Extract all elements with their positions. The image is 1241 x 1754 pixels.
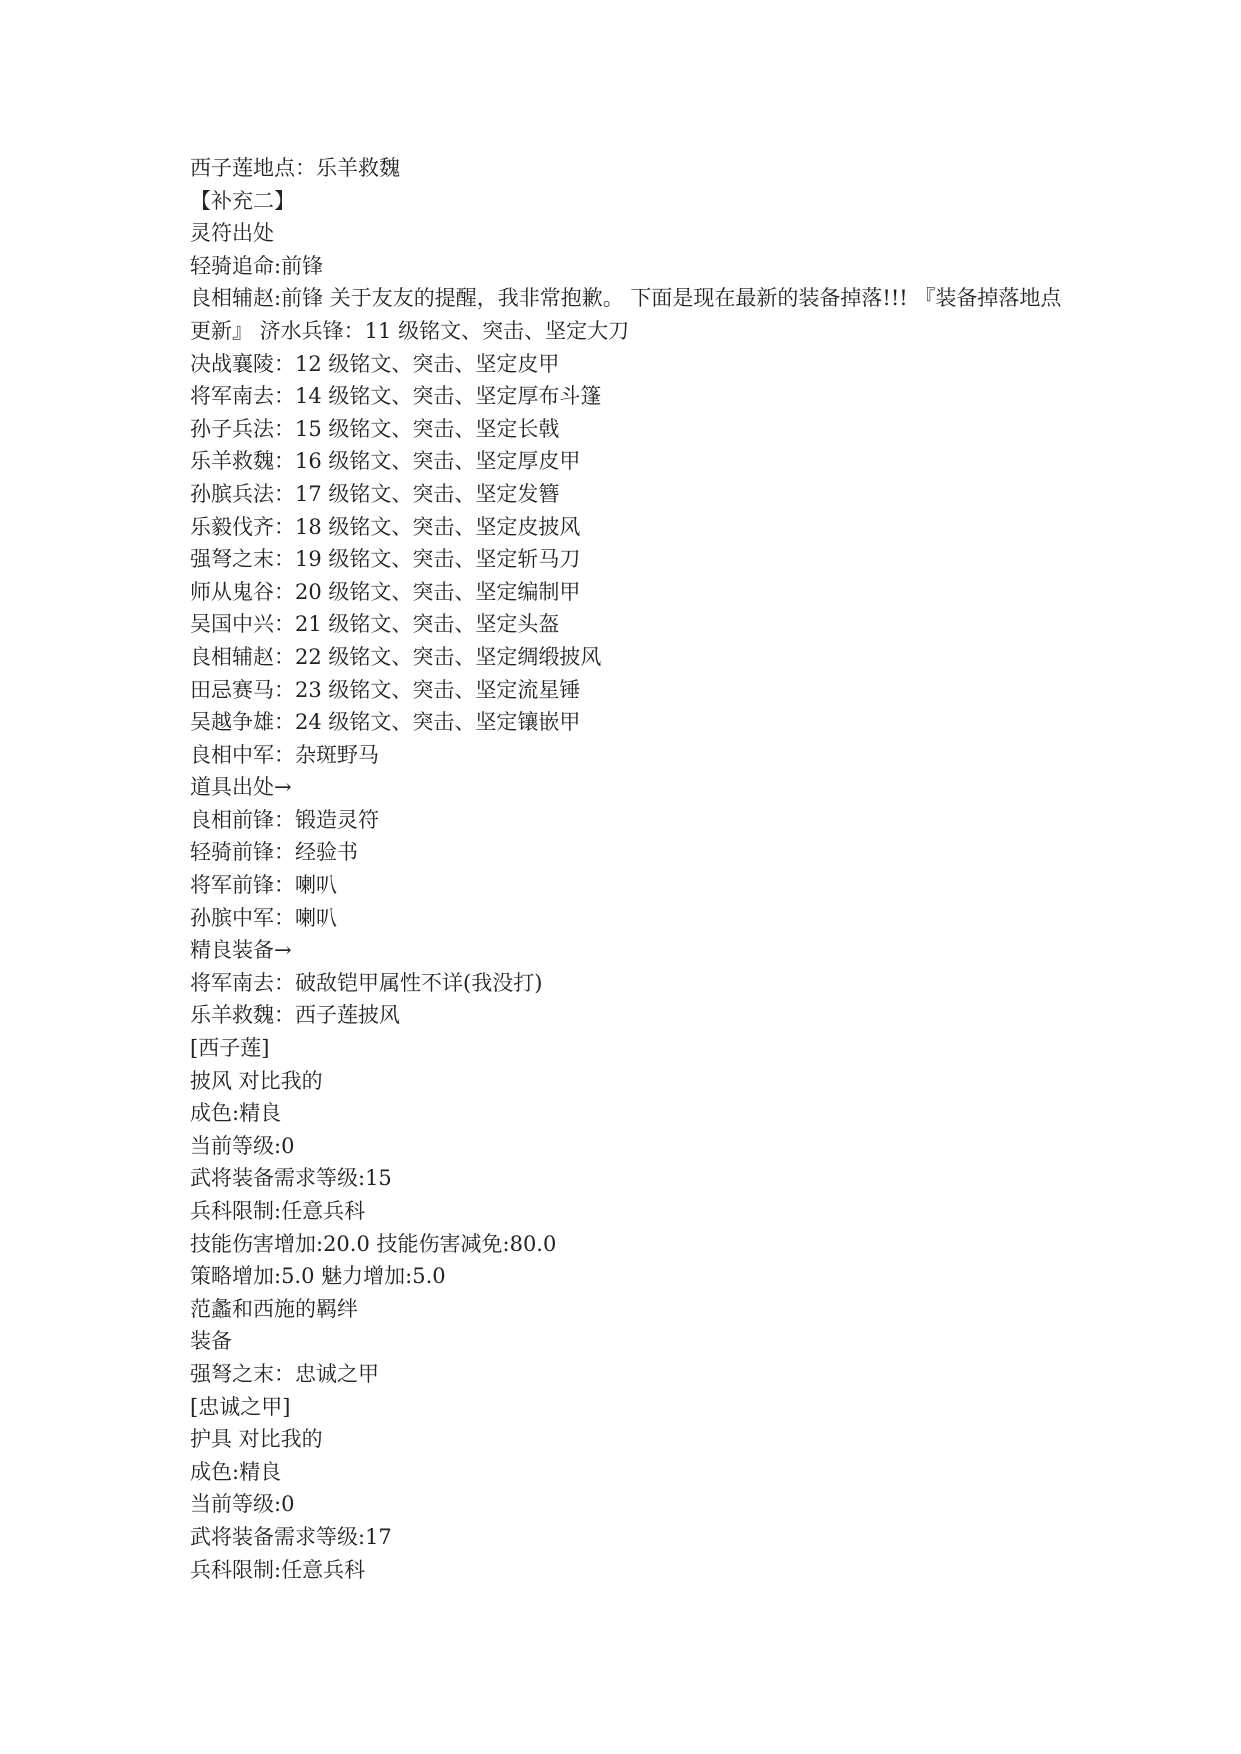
text-line: 当前等级:0 (190, 1492, 295, 1517)
text-line: 将军南去：14 级铭文、突击、坚定厚布斗篷 (190, 384, 602, 409)
text-line: 强弩之末：19 级铭文、突击、坚定斩马刀 (190, 547, 581, 572)
text-line: 范蠡和西施的羁绊 (190, 1296, 358, 1321)
text-line: 田忌赛马：23 级铭文、突击、坚定流星锤 (190, 677, 581, 702)
text-line: [忠诚之甲] (190, 1394, 291, 1419)
text-line: 良相辅赵:前锋 关于友友的提醒，我非常抱歉。 下面是现在最新的装备掉落!!! 『装备掉落地点更新』 济水兵锋：11 级铭文、突击、坚定大刀 (190, 286, 1062, 343)
text-line: 轻骑追命:前锋 (190, 253, 324, 278)
text-line: 良相辅赵：22 级铭文、突击、坚定绸缎披风 (190, 644, 602, 669)
text-line: 护具 对比我的 (190, 1427, 323, 1452)
text-line: 装备 (190, 1329, 232, 1354)
text-line: 武将装备需求等级:17 (190, 1524, 392, 1549)
text-line: 西子莲地点：乐羊救魏 (190, 156, 400, 180)
text-line: 披风 对比我的 (190, 1068, 323, 1093)
text-line: 兵科限制:任意兵科 (190, 1557, 366, 1582)
text-line: 兵科限制:任意兵科 (190, 1199, 366, 1223)
text-line: 孙膑兵法：17 级铭文、突击、坚定发簪 (190, 481, 560, 506)
text-line: 灵符出处 (190, 221, 274, 246)
text-line: 成色:精良 (190, 1101, 282, 1126)
text-line: 决战襄陵：12 级铭文、突击、坚定皮甲 (190, 351, 560, 376)
text-line: 将军前锋：喇叭 (190, 873, 337, 898)
text-line: 强弩之末：忠诚之甲 (190, 1361, 379, 1386)
text-line: 道具出处→ (190, 775, 292, 800)
text-line: 孙膑中军：喇叭 (190, 905, 337, 930)
text-line: 成色:精良 (190, 1459, 282, 1484)
text-line: 吴国中兴：21 级铭文、突击、坚定头盔 (190, 612, 560, 637)
text-line: 策略增加:5.0 魅力增加:5.0 (190, 1264, 446, 1289)
text-line: 乐羊救魏：西子莲披风 (190, 1003, 400, 1028)
text-line: 师从鬼谷：20 级铭文、突击、坚定编制甲 (190, 579, 581, 604)
text-line: 精良装备→ (190, 938, 292, 963)
text-line: 将军南去：破敌铠甲属性不详(我没打) (190, 970, 543, 995)
text-line: 良相前锋：锻造灵符 (190, 807, 379, 832)
text-line: 当前等级:0 (190, 1133, 295, 1158)
text-line: 技能伤害增加:20.0 技能伤害减免:80.0 (190, 1231, 557, 1256)
text-line: 武将装备需求等级:15 (190, 1166, 392, 1191)
text-line: 孙子兵法：15 级铭文、突击、坚定长戟 (190, 416, 560, 441)
text-line: [西子莲] (190, 1036, 270, 1061)
document-body (190, 152, 1070, 1586)
text-line: 良相中军：杂斑野马 (190, 742, 379, 767)
text-line: 吴越争雄：24 级铭文、突击、坚定镶嵌甲 (190, 710, 581, 735)
text-line: 轻骑前锋：经验书 (190, 840, 358, 865)
text-line: 【补充二】 (190, 188, 295, 213)
text-line: 乐羊救魏：16 级铭文、突击、坚定厚皮甲 (190, 449, 581, 474)
text-line: 乐毅伐齐：18 级铭文、突击、坚定皮披风 (190, 514, 581, 539)
